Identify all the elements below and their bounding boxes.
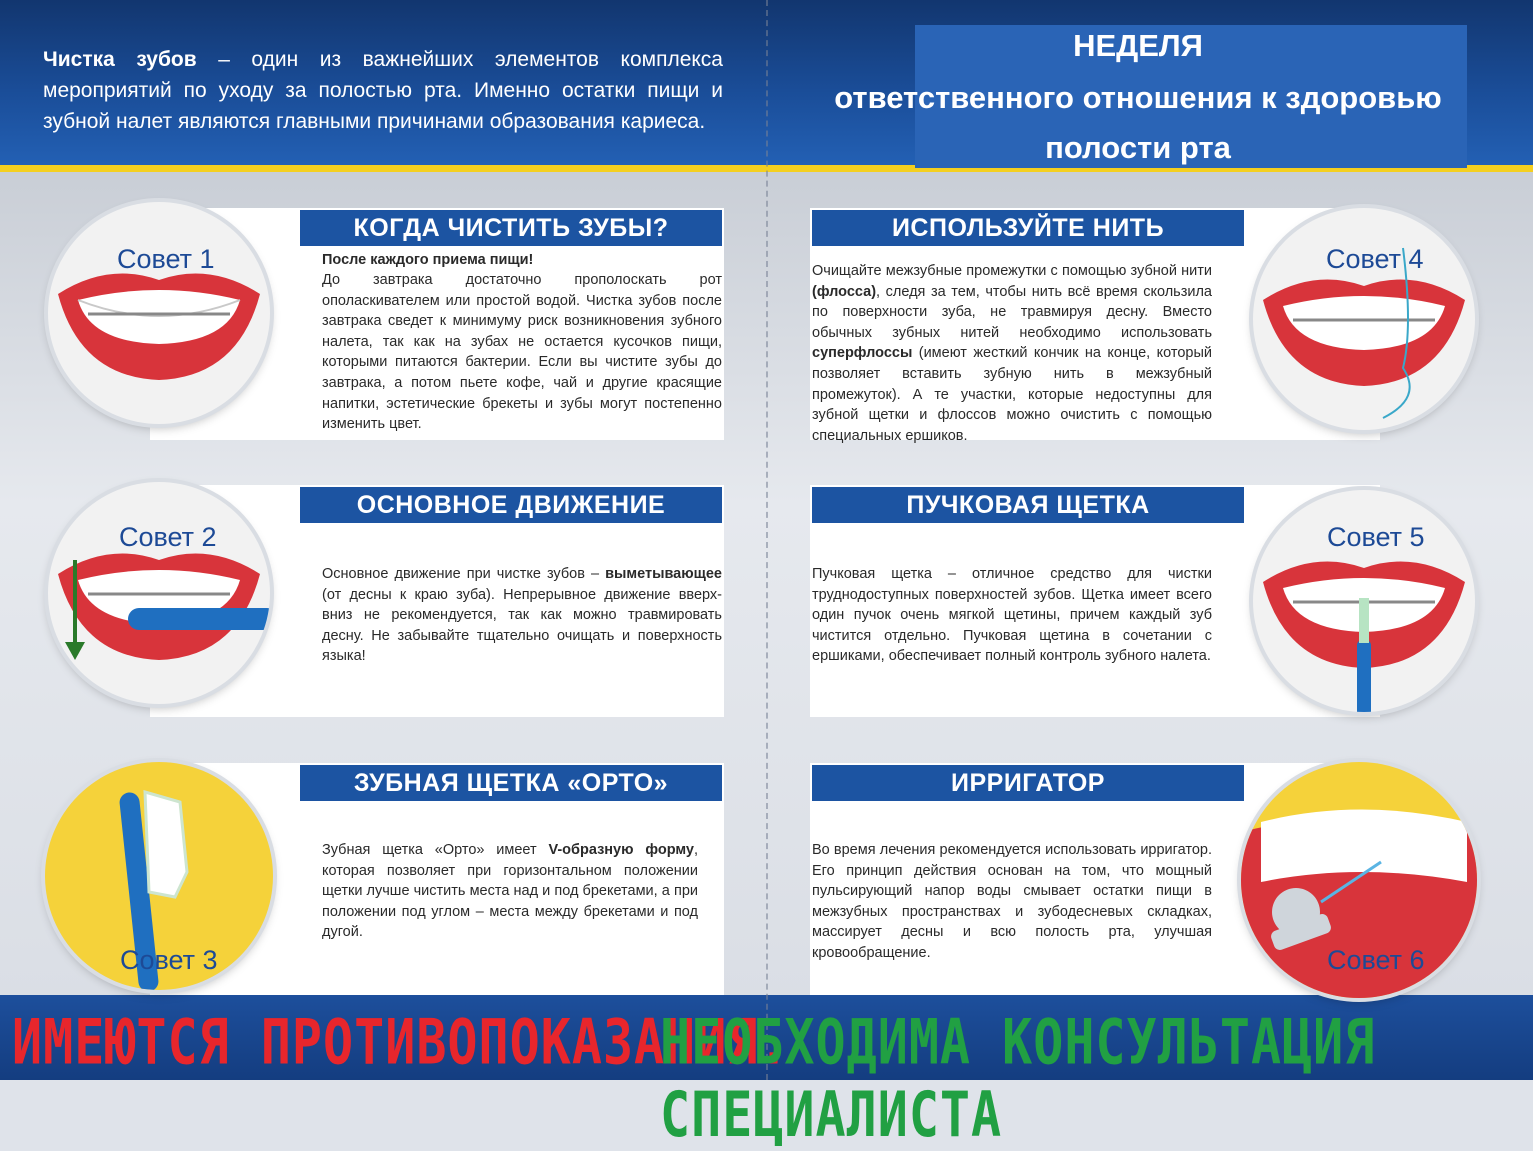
tip-3-heading: ЗУБНАЯ ЩЕТКА «ОРТО» <box>300 765 722 801</box>
tip-2-heading: ОСНОВНОЕ ДВИЖЕНИЕ <box>300 487 722 523</box>
tip-2-label: Совет 2 <box>119 522 217 552</box>
tip-5-text: Пучковая щетка – отличное средство для чистки труднодоступных поверхностей зубов. Щетка имеет всего один пучок очень мягкой щетины, причем каждый зуб чистится отдельно. Пучковая щетина в сочетании с ершиками, обеспечивает полный контроль зубного налета. <box>812 566 1212 665</box>
tip-4-text-bold-2: суперфлоссы <box>812 345 913 362</box>
tip-5-label: Совет 5 <box>1327 522 1425 552</box>
tip-4-label: Совет 4 <box>1326 244 1424 274</box>
tip-1-circle <box>48 202 270 424</box>
tip-4-text-bold: (флосса) <box>812 283 877 300</box>
brushing-illustration <box>48 482 270 704</box>
tip-6-text: Во время лечения рекомендуется использовать ирригатор. Его принцип действия основан на том, что мощный пульсирующий напор воды смывает остатки пищи в межзубных пространствах и зубодесневых складках, массирует десны и всю полость рта, улучшая кровообращение. <box>812 842 1212 961</box>
intro-bold: Чистка зубов <box>43 48 197 71</box>
tip-1-text: До завтрака достаточно прополоскать рот ополаскивателем или простой водой. Чистка зубов после завтрака сведет к минимуму риск возникновения зубного налета, так как на зубах не остается кусочков пищи, которыми питаются бактерии. Если вы чистите зубы до завтрака, а потом пьете кофе, чай и другие красящие напитки, эстетические брекеты и зубы могут постепенно изменить цвет. <box>322 272 722 433</box>
floss-illustration <box>1253 208 1475 430</box>
tip-3-text <box>322 840 698 943</box>
tip-2-text-b: (от десны к краю зуба). Непрерывное движение вверх-вниз не рекомендуется, так как можно травмировать десну. Не забывайте тщательно очищать и поверхность языка! <box>322 586 722 665</box>
tip-2-text <box>322 564 722 667</box>
intro-text: – один из важнейших элементов комплекса мероприятий по уходу за полостью рта. Именно остатки пищи и зубной налет являются главными причинами образования кариеса. <box>43 48 723 133</box>
tip-1-subheading: После каждого приема пищи! <box>322 252 534 268</box>
tip-1-label: Совет 1 <box>117 244 215 274</box>
tip-1-heading: КОГДА ЧИСТИТЬ ЗУБЫ? <box>300 210 722 246</box>
tip-4-text <box>812 261 1212 446</box>
tip-3-text-b: , которая позволяет при горизонтальном положении щетки лучше чистить места над и под брекетами, а при положении под углом – места между брекетами и под дугой. <box>322 842 698 941</box>
title-line-2: ответственного отношения к здоровью <box>834 80 1442 115</box>
tip-4-text-a: Очищайте межзубные промежутки с помощью зубной нити <box>812 263 1212 279</box>
intro-paragraph <box>43 44 723 137</box>
title-line-1: НЕДЕЛЯ <box>1073 28 1203 63</box>
warning-consult-specialist: НЕОБХОДИМА КОНСУЛЬТАЦИЯ СПЕЦИАЛИСТА <box>660 1006 1376 1151</box>
tip-2-text-a: Основное движение при чистке зубов – <box>322 566 606 582</box>
tip-2-text-bold: выметывающее <box>605 566 722 582</box>
tip-3-text-bold: V-образную форму <box>548 842 694 858</box>
tip-4-text-b: , следя за тем, чтобы нить всё время скользила по поверхности зуба, не травмируя десну. Вместо обычных зубных нитей необходимо использовать <box>812 283 1212 341</box>
tip-2-circle <box>48 482 270 704</box>
tip-6-heading: ИРРИГАТОР <box>812 765 1244 801</box>
warning-contraindications: ИМЕЮТСЯ ПРОТИВОПОКАЗАНИЯ. <box>12 1006 790 1079</box>
smile-illustration <box>48 202 270 424</box>
tip-4-text-c: (имеют жесткий кончик на конце, который позволяет вставить зубную нить в межзубный промежуток). А те участки, которые недоступны для зубной щетки и флоссов можно очистить с помощью специальных ершиков. <box>812 345 1212 444</box>
page-fold-line <box>766 0 768 1080</box>
tip-6-label: Совет 6 <box>1327 945 1425 975</box>
tip-5-heading: ПУЧКОВАЯ ЩЕТКА <box>812 487 1244 523</box>
tip-3-label: Совет 3 <box>120 945 218 975</box>
title-line-3: полости рта <box>1045 130 1231 165</box>
tip-4-heading: ИСПОЛЬЗУЙТЕ НИТЬ <box>812 210 1244 246</box>
tip-3-text-a: Зубная щетка «Орто» имеет <box>322 842 549 858</box>
tip-4-circle <box>1253 208 1475 430</box>
